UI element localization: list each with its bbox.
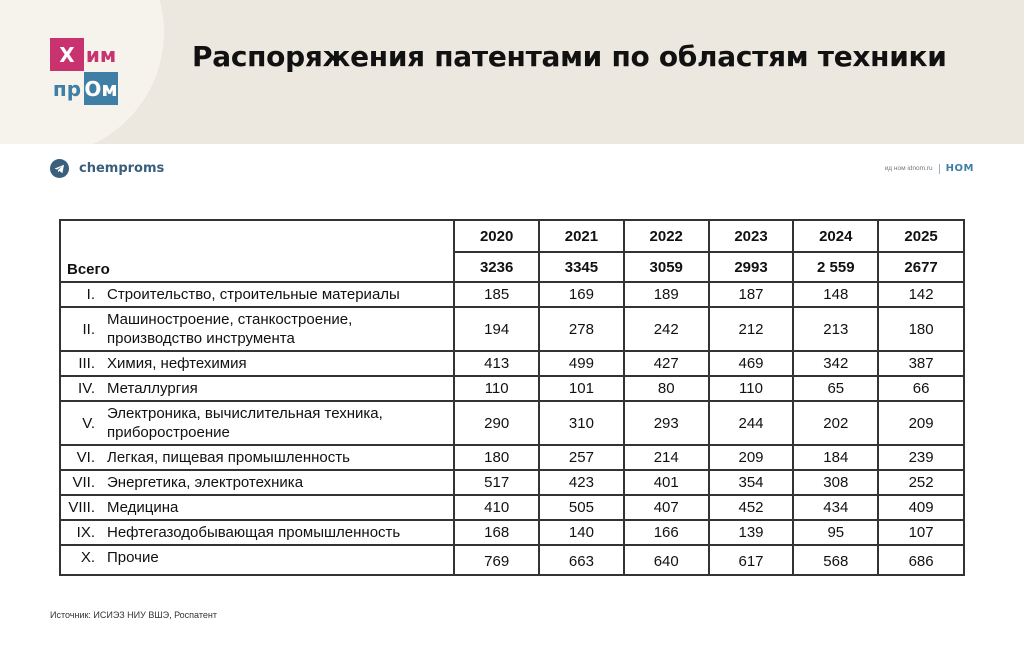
value-cell: 142 <box>878 282 964 307</box>
value-cell: 80 <box>624 376 709 401</box>
brand-divider <box>939 164 940 174</box>
value-cell: 202 <box>793 401 878 445</box>
value-cell: 239 <box>878 445 964 470</box>
value-cell: 209 <box>878 401 964 445</box>
value-cell: 242 <box>624 307 709 351</box>
value-cell: 310 <box>539 401 624 445</box>
row-number: IX. <box>76 524 95 541</box>
table-row <box>60 282 964 307</box>
year-header: 2021 <box>539 220 624 252</box>
value-cell: 180 <box>454 445 539 470</box>
value-cell: 410 <box>454 495 539 520</box>
table-row <box>60 545 964 575</box>
logo-cell-4: Ом <box>84 72 118 105</box>
value-cell: 185 <box>454 282 539 307</box>
field-name: Строительство, строительные материалы <box>107 286 400 303</box>
table-row <box>60 520 964 545</box>
value-cell: 168 <box>454 520 539 545</box>
logo-cell-2: им <box>85 42 117 67</box>
year-header: 2025 <box>878 220 964 252</box>
nom-logo: НОМ <box>945 163 974 174</box>
value-cell: 308 <box>793 470 878 495</box>
value-cell: 257 <box>539 445 624 470</box>
value-cell: 452 <box>709 495 794 520</box>
field-name: Энергетика, электротехника <box>107 474 304 491</box>
field-label-cell <box>60 307 454 351</box>
source-note: Источник: ИСИЭЗ НИУ ВШЭ, Роспатент <box>50 610 217 620</box>
row-number: VI. <box>76 449 95 466</box>
table-row <box>60 445 964 470</box>
brand-small-text: ид ном idnom.ru <box>884 165 933 172</box>
row-number: I. <box>86 286 95 303</box>
row-number: III. <box>78 355 95 372</box>
value-cell: 686 <box>878 545 964 575</box>
field-name: Металлургия <box>107 380 198 397</box>
field-name: Химия, нефтехимия <box>107 355 247 372</box>
field-name: Медицина <box>107 499 179 516</box>
value-cell: 101 <box>539 376 624 401</box>
value-cell: 342 <box>793 351 878 376</box>
value-cell: 110 <box>709 376 794 401</box>
total-value: 3236 <box>454 252 539 282</box>
table-row <box>60 495 964 520</box>
value-cell: 354 <box>709 470 794 495</box>
value-cell: 617 <box>709 545 794 575</box>
field-label-cell <box>60 401 454 445</box>
year-header: 2020 <box>454 220 539 252</box>
total-value: 3059 <box>624 252 709 282</box>
value-cell: 66 <box>878 376 964 401</box>
row-number: II. <box>82 320 95 338</box>
field-name: Нефтегазодобывающая промышленность <box>107 524 401 541</box>
value-cell: 244 <box>709 401 794 445</box>
row-number: IV. <box>78 380 95 397</box>
value-cell: 184 <box>793 445 878 470</box>
row-number: VII. <box>72 474 95 491</box>
value-cell: 278 <box>539 307 624 351</box>
brand-mark <box>885 163 974 174</box>
telegram-icon <box>50 159 69 178</box>
field-name: Машиностроение, станкостроение, производство инструмента <box>107 311 353 347</box>
channel-name: chemproms <box>79 161 165 176</box>
row-number: X. <box>80 548 95 566</box>
table-row <box>60 351 964 376</box>
field-label-cell <box>60 495 454 520</box>
total-value: 3345 <box>539 252 624 282</box>
value-cell: 409 <box>878 495 964 520</box>
value-cell: 213 <box>793 307 878 351</box>
value-cell: 209 <box>709 445 794 470</box>
table-row <box>60 470 964 495</box>
year-header: 2023 <box>709 220 794 252</box>
total-value: 2 559 <box>793 252 878 282</box>
header-banner <box>0 0 1024 144</box>
value-cell: 187 <box>709 282 794 307</box>
field-name: Электроника, вычислительная техника, приборостроение <box>107 405 383 441</box>
field-label-cell <box>60 520 454 545</box>
value-cell: 427 <box>624 351 709 376</box>
field-name: Прочие <box>107 548 159 566</box>
value-cell: 95 <box>793 520 878 545</box>
value-cell: 469 <box>709 351 794 376</box>
total-value: 2993 <box>709 252 794 282</box>
value-cell: 214 <box>624 445 709 470</box>
table-row <box>60 401 964 445</box>
value-cell: 387 <box>878 351 964 376</box>
value-cell: 65 <box>793 376 878 401</box>
value-cell: 640 <box>624 545 709 575</box>
value-cell: 663 <box>539 545 624 575</box>
value-cell: 194 <box>454 307 539 351</box>
field-label-cell <box>60 545 454 575</box>
value-cell: 423 <box>539 470 624 495</box>
value-cell: 499 <box>539 351 624 376</box>
value-cell: 180 <box>878 307 964 351</box>
value-cell: 434 <box>793 495 878 520</box>
year-header: 2022 <box>624 220 709 252</box>
value-cell: 505 <box>539 495 624 520</box>
value-cell: 568 <box>793 545 878 575</box>
year-header: 2024 <box>793 220 878 252</box>
patents-table <box>59 219 965 576</box>
total-value: 2677 <box>878 252 964 282</box>
value-cell: 110 <box>454 376 539 401</box>
value-cell: 290 <box>454 401 539 445</box>
value-cell: 769 <box>454 545 539 575</box>
row-number: VIII. <box>68 499 95 516</box>
field-label-cell <box>60 282 454 307</box>
value-cell: 148 <box>793 282 878 307</box>
value-cell: 252 <box>878 470 964 495</box>
value-cell: 293 <box>624 401 709 445</box>
logo-cell-1: Х <box>50 38 84 71</box>
field-name: Легкая, пищевая промышленность <box>107 449 350 466</box>
logo-cell-3: пр <box>52 76 82 101</box>
field-label-cell <box>60 351 454 376</box>
value-cell: 140 <box>539 520 624 545</box>
row-number: V. <box>82 414 95 432</box>
value-cell: 166 <box>624 520 709 545</box>
field-label-cell <box>60 376 454 401</box>
value-cell: 407 <box>624 495 709 520</box>
field-label-cell <box>60 445 454 470</box>
value-cell: 413 <box>454 351 539 376</box>
value-cell: 139 <box>709 520 794 545</box>
year-header-row <box>60 220 964 252</box>
value-cell: 189 <box>624 282 709 307</box>
value-cell: 517 <box>454 470 539 495</box>
value-cell: 212 <box>709 307 794 351</box>
table-row <box>60 307 964 351</box>
total-label: Всего <box>60 220 454 282</box>
himprom-logo <box>50 38 130 114</box>
value-cell: 401 <box>624 470 709 495</box>
table-row <box>60 376 964 401</box>
channel-link[interactable] <box>50 159 164 178</box>
page-title: Распоряжения патентами по областям техники <box>192 40 947 73</box>
field-label-cell <box>60 470 454 495</box>
value-cell: 169 <box>539 282 624 307</box>
value-cell: 107 <box>878 520 964 545</box>
